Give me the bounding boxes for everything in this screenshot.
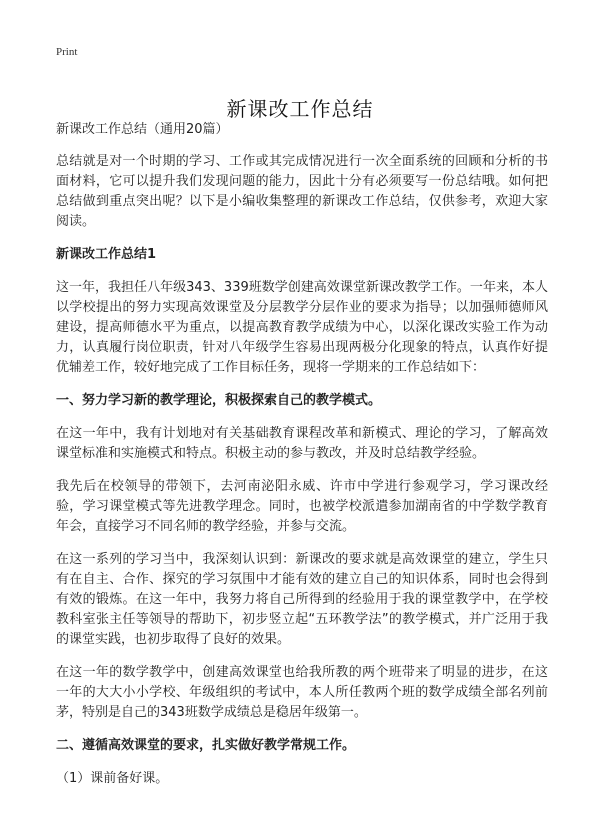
print-label: Print (56, 46, 78, 58)
intro-paragraph: 总结就是对一个时期的学习、工作或其完成情况进行一次全面系统的回顾和分析的书面材料，它可以提升我们发现问题的能力，因此十分有必须要写一份总结哦。如何把总结做到重点突出呢？以下是小编收集整理的新课改工作总结，仅供参考，欢迎大家阅读。 (56, 154, 548, 229)
document-subtitle: 新课改工作总结（通用20篇） (56, 122, 229, 137)
paragraph: 在这一系列的学习当中，我深刻认识到：新课改的要求就是高效课堂的建立，学生只有在自主、合作、探究的学习氛围中才能有效的建立自己的知识体系，同时也会得到有效的锻炼。在这一年中，我努力将自己所得到的经验用于我的课堂教学中，在学校教科室张主任等领导的帮助下，初步竖立起“五环教学法”的教学模式，并广泛用于我的课堂实践，也初步取得了良好的效果。 (56, 552, 548, 647)
paragraph: 在这一年的数学教学中，创建高效课堂也给我所教的两个班带来了明显的进步，在这一年的大大小小学校、年级组织的考试中，本人所任教两个班的数学成绩全部名列前茅，特别是自己的343班数学成绩总是稳居年级第一。 (56, 665, 548, 720)
list-item: （1）课前备好课。 (56, 771, 169, 786)
document-body (56, 120, 548, 801)
section-heading: 新课改工作总结1 (56, 247, 157, 262)
paragraph: 在这一年中，我有计划地对有关基础教育课程改革和新模式、理论的学习，了解高效课堂标准和实施模式和特点。积极主动的参与教改，并及时总结教学经验。 (56, 426, 548, 461)
paragraph: 这一年，我担任八年级343、339班数学创建高效课堂新课改教学工作。一年来，本人以学校提出的努力实现高效课堂及分层教学分层作业的要求为指导；以加强师德师风建设，提高师德水平为重点，以提高教育教学成绩为中心，以深化课改实验工作为动力，认真履行岗位职责，针对八年级学生容易出现两极分化现象的特点，认真作好提优辅差工作，较好地完成了工作目标任务，现将一学期来的工作总结如下： (56, 280, 548, 375)
subsection-heading: 一、努力学习新的教学理论，积极探索自己的教学模式。 (56, 393, 382, 408)
page-title: 新课改工作总结 (226, 97, 374, 122)
subsection-heading: 二、遵循高效课堂的要求，扎实做好教学常规工作。 (56, 738, 356, 753)
paragraph: 我先后在校领导的带领下，去河南泌阳永威、许市中学进行参观学习，学习课改经验，学习课堂模式等先进教学理念。同时，也被学校派遣参加湖南省的中学数学教育年会，直接学习不同名师的教学经验，并参与交流。 (56, 479, 548, 534)
